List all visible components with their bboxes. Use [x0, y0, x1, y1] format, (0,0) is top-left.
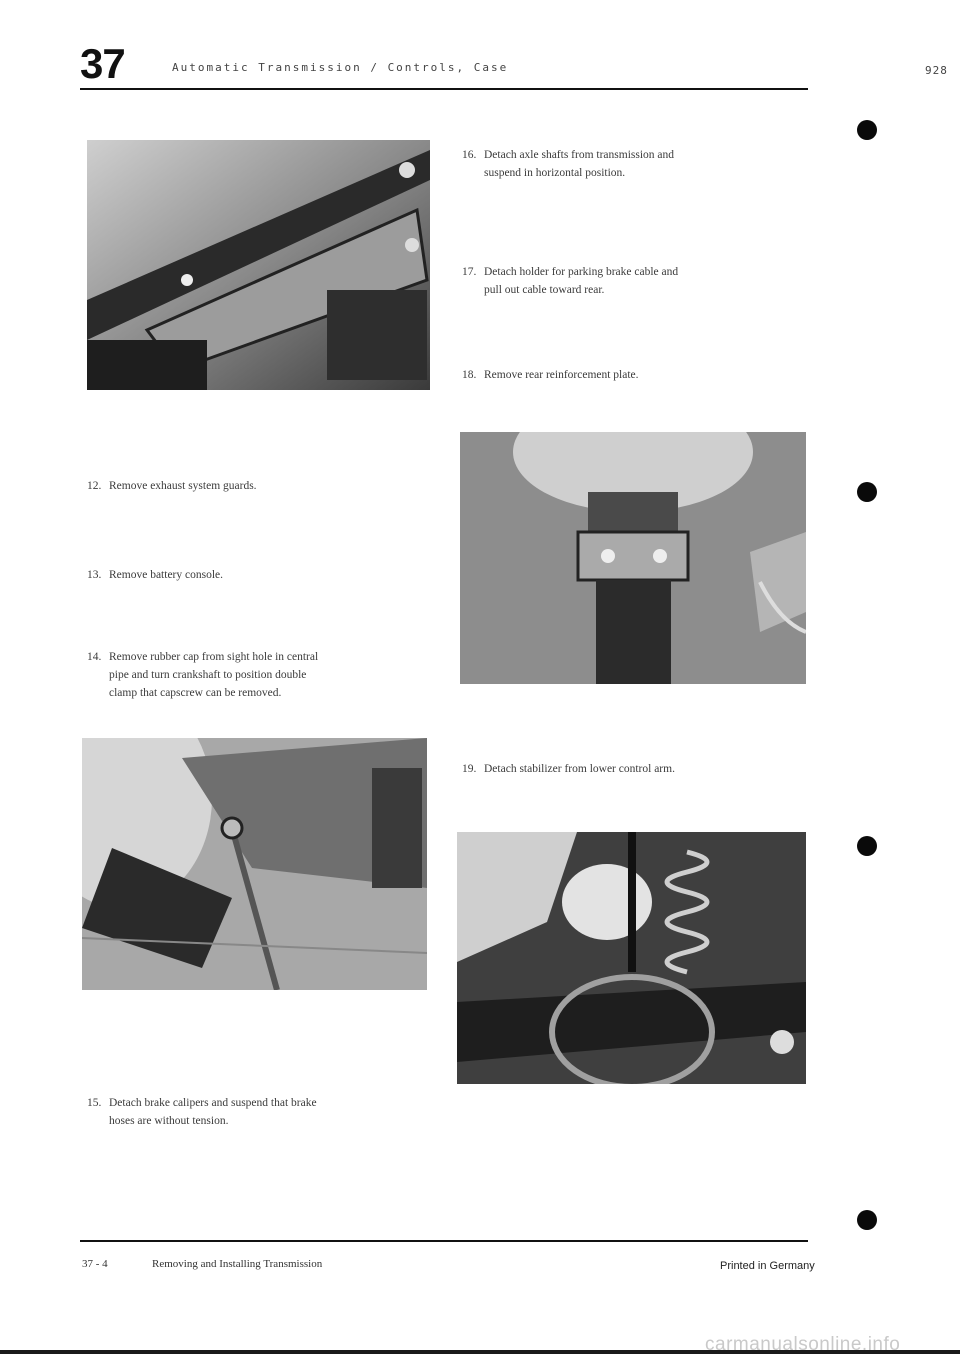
- step-number: 15.: [87, 1097, 102, 1109]
- page-number: 37 - 4: [82, 1258, 108, 1270]
- step-text: Remove battery console.: [109, 569, 224, 581]
- step-text-line: hoses are without tension.: [109, 1115, 229, 1127]
- step-12: [87, 477, 447, 495]
- printed-in-note: Printed in Germany: [720, 1260, 815, 1272]
- model-number: 928: [925, 64, 948, 77]
- step-number: 12.: [87, 480, 102, 492]
- step-number: 19.: [462, 763, 477, 775]
- step-16: [462, 146, 822, 182]
- step-text-line: clamp that capscrew can be removed.: [109, 687, 282, 699]
- step-text-line: Detach brake calipers and suspend that brake: [109, 1097, 317, 1109]
- step-number: 17.: [462, 266, 477, 278]
- chapter-number: 37: [80, 40, 125, 87]
- step-number: 16.: [462, 149, 477, 161]
- binder-hole-dot: [857, 1210, 877, 1230]
- step-text: Remove exhaust system guards.: [109, 480, 257, 492]
- step-text: Detach stabilizer from lower control arm.: [484, 763, 675, 775]
- step-14: [87, 648, 447, 702]
- footer-rule: [80, 1240, 808, 1242]
- photo-sight-hole-capscrew: [82, 738, 427, 990]
- step-text-line: pull out cable toward rear.: [484, 284, 605, 296]
- step-text-line: Remove rubber cap from sight hole in central: [109, 651, 319, 663]
- step-text-line: Detach axle shafts from transmission and: [484, 149, 675, 161]
- step-17: [462, 263, 822, 299]
- step-number: 18.: [462, 369, 477, 381]
- step-text-line: Detach holder for parking brake cable and: [484, 266, 679, 278]
- header-rule: [80, 88, 808, 90]
- step-text-line: suspend in horizontal position.: [484, 167, 626, 179]
- binder-hole-dot: [857, 482, 877, 502]
- chapter-title: Automatic Transmission / Controls, Case: [172, 61, 509, 74]
- photo-exhaust-guards: [87, 140, 430, 390]
- step-number: 13.: [87, 569, 102, 581]
- step-text-line: pipe and turn crankshaft to position double: [109, 669, 307, 681]
- photo-stabilizer-control-arm: [457, 832, 806, 1084]
- step-text: Remove rear reinforcement plate.: [484, 369, 639, 381]
- step-13: [87, 566, 447, 584]
- step-18: [462, 366, 822, 384]
- step-19: [462, 760, 822, 778]
- binder-hole-dot: [857, 836, 877, 856]
- watermark-text: carmanualsonline.info: [705, 1334, 901, 1355]
- step-number: 14.: [87, 651, 102, 663]
- photo-rear-reinforcement-plate: [460, 432, 806, 684]
- section-title: Removing and Installing Transmission: [152, 1258, 323, 1270]
- step-15: [87, 1094, 447, 1130]
- binder-hole-dot: [857, 120, 877, 140]
